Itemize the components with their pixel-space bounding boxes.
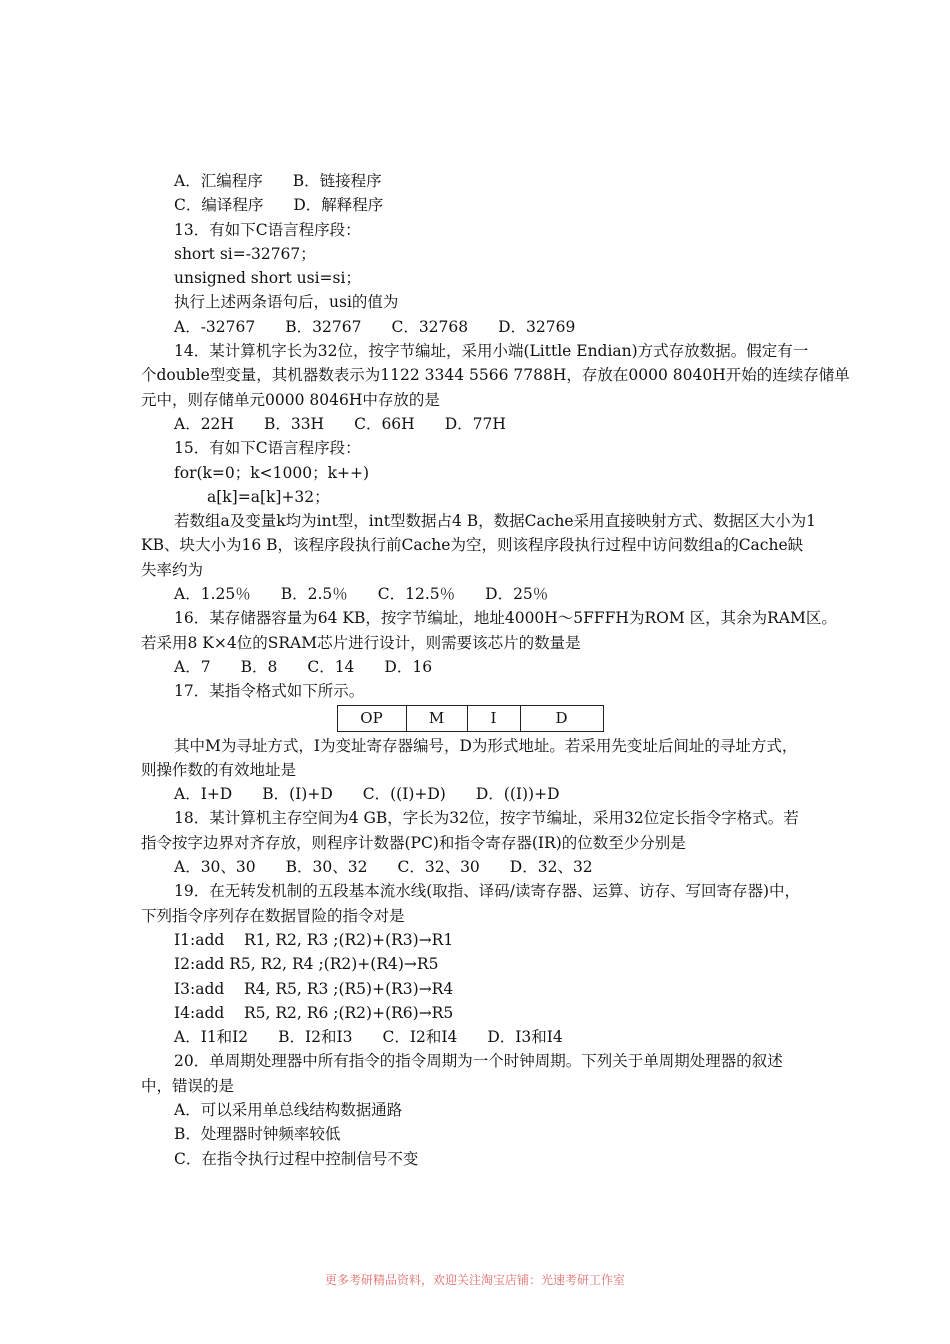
field-i: I [467, 706, 520, 731]
q20-option-a: A．可以采用单总线结构数据通路 [174, 1100, 403, 1119]
q16-option-c: C．14 [307, 657, 355, 676]
q17-options [141, 782, 813, 806]
q18-line2: 指令按字边界对齐存放，则程序计数器(PC)和指令寄存器(IR)的位数至少分别是 [141, 833, 686, 852]
q17-option-b: B．(I)+D [262, 785, 333, 804]
q15-line1: 若数组a及变量k均为int型，int型数据占4 B，数据Cache采用直接映射方式、数据区大小为1 [174, 512, 816, 531]
q12-options-row1 [141, 169, 813, 193]
q19-options [141, 1025, 813, 1049]
field-m: M [406, 706, 467, 731]
q14-option-a: A．22H [174, 414, 234, 433]
q15-line2: KB、块大小为16 B，该程序段执行前Cache为空，则该程序段执行过程中访问数组a的Cache缺 [141, 536, 804, 555]
q17-stem: 17．某指令格式如下所示。 [174, 682, 365, 701]
q12-option-b: B．链接程序 [292, 172, 382, 190]
q18-option-a: A．30、30 [174, 858, 256, 877]
q17-line2: 则操作数的有效地址是 [141, 760, 297, 779]
field-op: OP [337, 706, 406, 731]
q17-option-a: A．I+D [174, 785, 233, 804]
q15-option-d: D．25％ [485, 585, 549, 604]
q18-options [141, 855, 813, 879]
q16-option-b: B．8 [240, 657, 278, 676]
q19-instruction-1: I1:add R1, R2, R3 ;(R2)+(R3)→R1 [174, 930, 454, 949]
q13-option-b: B．32767 [285, 317, 362, 336]
q15-option-b: B．2.5％ [280, 585, 348, 604]
q18-option-b: B．30、32 [285, 858, 368, 877]
q17-option-c: C．((I)+D) [362, 785, 446, 804]
q15-option-a: A．1.25％ [174, 585, 251, 604]
q16-line1: 16．某存储器容量为64 KB，按字节编址，地址4000H～5FFFH为ROM 区，其余为RAM区。 [174, 609, 837, 628]
q20-line1: 20．单周期处理器中所有指令的指令周期为一个时钟周期。下列关于单周期处理器的叙述 [174, 1052, 783, 1071]
q20-option-b: B．处理器时钟频率较低 [174, 1125, 341, 1144]
q13-option-c: C．32768 [391, 317, 469, 336]
q12-option-c: C．编译程序 [174, 196, 264, 215]
instruction-format-wrapper [127, 704, 813, 734]
q19-line1: 19．在无转发机制的五段基本流水线(取指、译码/读寄存器、运算、访存、写回寄存器)中， [174, 882, 801, 901]
q14-option-d: D．77H [444, 414, 506, 433]
q13-option-d: D．32769 [498, 317, 576, 336]
q14-option-c: C．66H [354, 414, 415, 433]
q13-question: 执行上述两条语句后，usi的值为 [174, 293, 399, 312]
footer-watermark-text: 更多考研精品资料，欢迎关注淘宝店铺：光速考研工作室 [324, 1273, 625, 1287]
field-d: D [520, 706, 603, 731]
q17-option-d: D．((I))+D [475, 785, 560, 804]
q19-instruction-3: I3:add R4, R5, R3 ;(R5)+(R3)→R4 [174, 979, 454, 998]
q12-option-a: A．汇编程序 [174, 172, 263, 190]
q12-options-row2 [141, 193, 813, 217]
q15-option-c: C．12.5％ [377, 585, 456, 604]
q15-code-line2: a[k]=a[k]+32； [207, 487, 330, 506]
q15-options [141, 582, 813, 606]
q16-option-d: D．16 [384, 657, 433, 676]
q19-option-c: C．I2和I4 [382, 1028, 458, 1047]
q12-option-d: D．解释程序 [293, 196, 384, 215]
q19-option-a: A．I1和I2 [174, 1028, 249, 1047]
q19-option-b: B．I2和I3 [278, 1028, 353, 1047]
q13-stem: 13．有如下C语言程序段： [174, 220, 361, 239]
q19-instruction-4: I4:add R5, R2, R6 ;(R2)+(R6)→R5 [174, 1003, 454, 1022]
q14-line2: 个double型变量，其机器数表示为1122 3344 5566 7788H，存放在0000 8040H开始的连续存储单 [141, 366, 850, 385]
q14-line1: 14．某计算机字长为32位，按字节编址，采用小端(Little Endian)方式存放数据。假定有一 [174, 342, 809, 361]
q15-line3: 失率约为 [141, 560, 204, 579]
q15-code-line1: for(k=0；k<1000；k++) [174, 463, 370, 482]
instruction-format-table [337, 705, 604, 731]
q19-option-d: D．I3和I4 [487, 1028, 563, 1047]
exam-content [141, 169, 850, 1171]
q18-option-d: D．32、32 [509, 858, 593, 877]
q18-line1: 18．某计算机主存空间为4 GB，字长为32位，按字节编址，采用32位定长指令字格式。若 [174, 809, 799, 828]
q19-instruction-2: I2:add R5, R2, R4 ;(R2)+(R4)→R5 [174, 955, 439, 974]
q14-option-b: B．33H [263, 414, 325, 433]
q13-options [141, 315, 813, 339]
q13-code-line2: unsigned short usi=si； [174, 269, 361, 288]
q20-line2: 中，错误的是 [141, 1076, 235, 1095]
q13-option-a: A．-32767 [174, 317, 256, 336]
q18-option-c: C．32、30 [397, 858, 480, 877]
q14-line3: 元中，则存储单元0000 8046H中存放的是 [141, 390, 440, 409]
q16-options [141, 655, 813, 679]
q13-code-line1: short si=-32767； [174, 244, 316, 263]
q20-option-c: C．在指令执行过程中控制信号不变 [174, 1149, 419, 1168]
q14-options [141, 412, 813, 436]
q16-line2: 若采用8 K×4位的SRAM芯片进行设计，则需要该芯片的数量是 [141, 633, 581, 652]
q15-stem: 15．有如下C语言程序段： [174, 439, 361, 458]
q16-option-a: A．7 [174, 657, 211, 676]
q19-line2: 下列指令序列存在数据冒险的指令对是 [141, 906, 405, 925]
q17-line1: 其中M为寻址方式，I为变址寄存器编号，D为形式地址。若采用先变址后间址的寻址方式， [174, 736, 798, 755]
